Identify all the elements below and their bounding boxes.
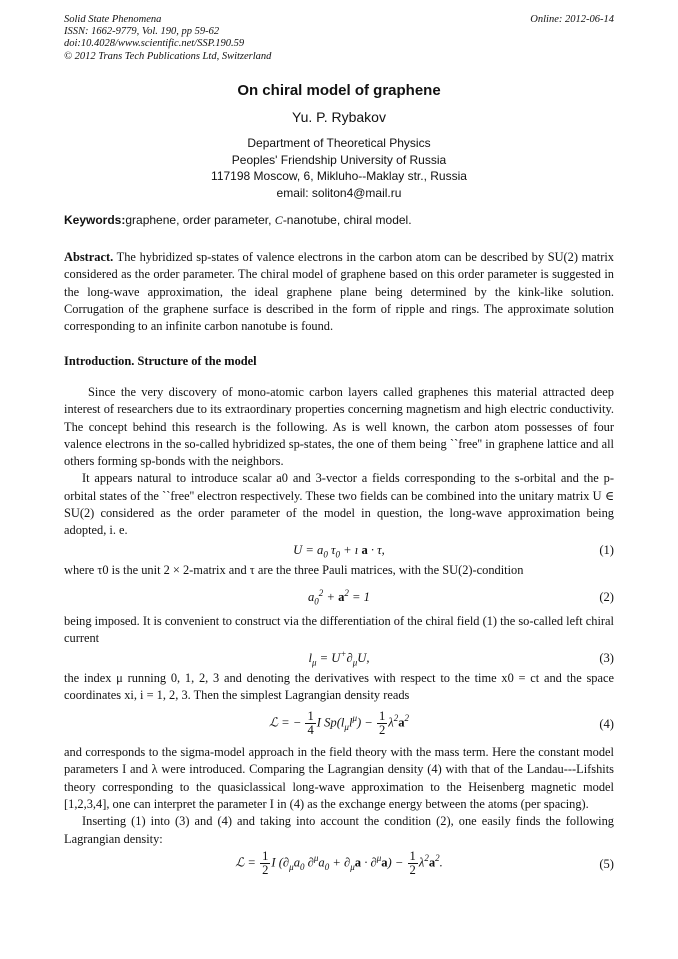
intro-heading-block: [64, 353, 614, 370]
intro-paragraph-5: the index μ running 0, 1, 2, 3 and denoting the derivatives with respect to the time x0 = ct and the space coordinates xi, i = 1, 2, 3. Then the simplest Lagrangian density reads: [64, 670, 614, 702]
equation-1: $U = a_0$ $\tau_0$ + ı a · τ, (1): [293, 542, 614, 560]
equation-5: ℒ = $\frac{1}{2}$ I ($\partial_\mu a_0$ $\partial^\mu a_0 + \partial_\mu a \cdot \partial^\mu a$) − $\frac{1}{2}$ $\lambda^2a^2$. (5): [235, 848, 614, 877]
intro-paragraph-4: being imposed. It is convenient to construct via the differentiation of the chiral field (1) the so-called left chiral current: [64, 613, 614, 646]
intro-paragraph-3: where τ0 is the unit 2 × 2-matrix and τ are the three Pauli matrices, with the SU(2)-condition: [64, 562, 524, 577]
section-heading: Introduction. Structure of the model: [64, 354, 257, 368]
journal-name: Solid State Phenomena: [64, 14, 162, 25]
affiliation: [0, 135, 678, 201]
intro-paragraph-1: Since the very discovery of mono-atomic carbon layers called graphenes this material attracted deep interest of researchers due to its extraordinary properties concerning magnetism and high electric conductivity. The concept behind this research is the following. As is well known, the carbon atom possesses of four valence electrons in the so-called hybridized sp-states, the one of them being ``free'' in graphene lattice and all others forming sp-bonds with the neighbors.: [64, 385, 614, 469]
online-date: Online: 2012-06-14: [530, 14, 614, 25]
abstract-label: Abstract.: [64, 250, 114, 264]
equation-1-number: (1): [599, 542, 614, 557]
intro-body: [64, 384, 614, 884]
issn-line: ISSN: 1662-9779, Vol. 190, pp 59-62: [64, 26, 220, 38]
equation-2: $a_0^2 + a^2 = 1$ (2): [308, 587, 614, 607]
equation-4: ℒ = − $\frac{1}{4}$ I $Sp(l_\mu l^\mu)$ − $\frac{1}{2}$ $\lambda^2a^2$ (4): [268, 709, 614, 738]
keywords-text-b: -nanotube, chiral model.: [282, 213, 412, 227]
affiliation-email: email: soliton4@mail.ru: [276, 185, 402, 200]
intro-paragraph-7: Inserting (1) into (3) and (4) and taking into account the condition (2), one easily finds the following Lagrangian density:: [64, 814, 614, 846]
keywords-text-a: graphene, order parameter,: [125, 213, 275, 227]
equation-3-number: (3): [599, 650, 614, 665]
keywords-c: C: [274, 213, 283, 227]
intro-paragraph-2: It appears natural to introduce scalar a0 and 3-vector a fields corresponding to the s-orbital and the p-orbital states of the ``free'' electron respectively. These two fields can be combined into the unitary matrix U ∈ SU(2) considered as the order parameter of the model in question, the long-wave approximation being adopted, i. e.: [64, 471, 614, 538]
equation-5-number: (5): [599, 856, 614, 871]
journal-header: [64, 14, 614, 63]
keywords: [64, 213, 614, 228]
affiliation-univ: Peoples' Friendship University of Russia: [231, 152, 447, 167]
equation-2-number: (2): [599, 589, 614, 604]
affiliation-address: 117198 Moscow, 6, Mikluho--Maklay str., Russia: [211, 169, 467, 183]
intro-paragraph-6: and corresponds to the sigma-model approach in the field theory with the mass term. Here the constant model parameters I and λ were introduced. Comparing the Lagrangian density (4) with that of the Landau---Lifshits theory corresponding to the quasiclassical long-wave approximation to the Heisenberg magnetic model [1,2,3,4], one can interpret the parameter I in (4) as the exchange energy between the atoms (per spacing).: [64, 745, 614, 812]
equation-3: $l_\mu = U^+\partial_\mu U$, (3): [308, 648, 614, 668]
doi-line: doi:10.4028/www.scientific.net/SSP.190.59: [64, 38, 245, 50]
abstract: [64, 249, 614, 335]
keywords-label: Keywords:: [64, 213, 126, 227]
copyright-line: © 2012 Trans Tech Publications Ltd, Switzerland: [64, 50, 272, 62]
author-name: Yu. P. Rybakov: [292, 109, 386, 125]
affiliation-dept: Department of Theoretical Physics: [247, 136, 431, 150]
paper-title: On chiral model of graphene: [237, 82, 441, 99]
equation-4-number: (4): [599, 717, 614, 732]
abstract-text: The hybridized sp-states of valence electrons in the carbon atom can be described by SU(2) matrix considered as the order parameter. The chiral model of graphene based on this order parameter is suggested in the long-wave approximation, the ideal graphene plane being determined by the kink-like solution. Corrugation of the graphene surface is described in the form of ripple and rings. The approximate solution corresponding to an infinite carbon nanotube is found.: [64, 250, 614, 334]
